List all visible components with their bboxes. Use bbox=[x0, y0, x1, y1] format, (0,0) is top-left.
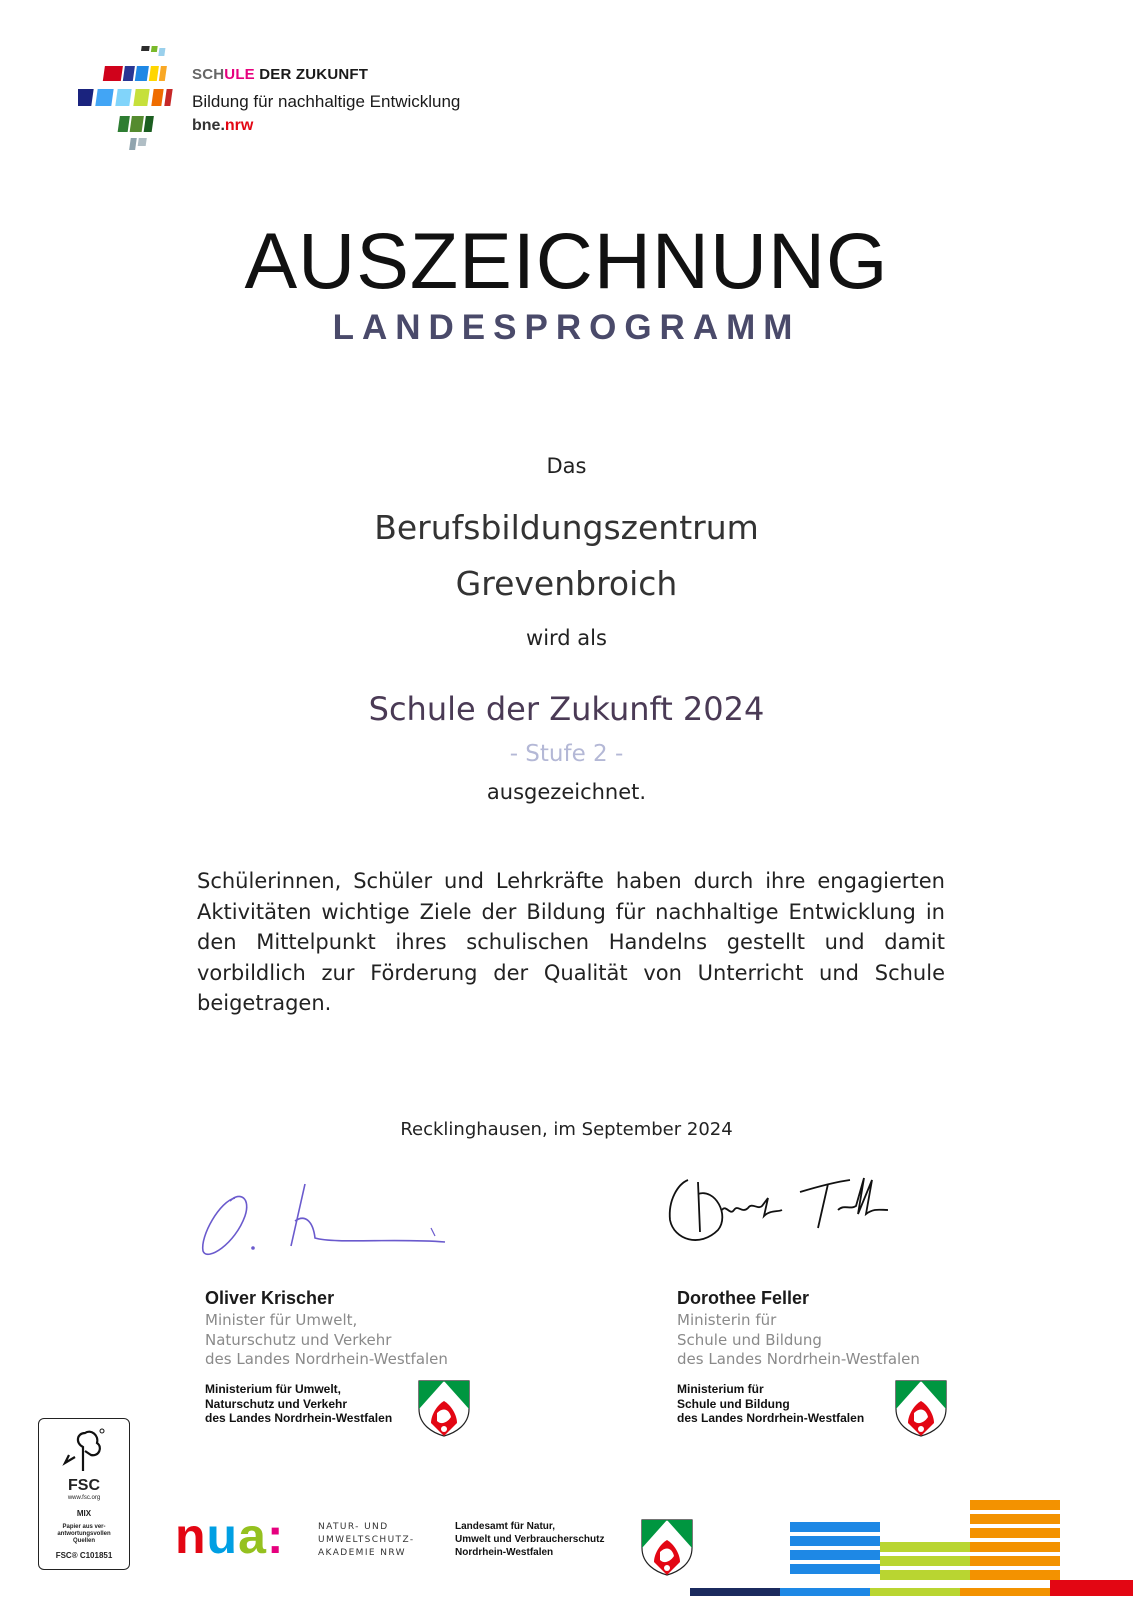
logo-url-nrw: nrw bbox=[224, 117, 254, 134]
signature-dorothee-feller bbox=[660, 1170, 960, 1260]
place-date: Recklinghausen, im September 2024 bbox=[400, 1119, 733, 1140]
ministry-label-right bbox=[677, 1382, 864, 1426]
decorative-color-stripes bbox=[690, 1500, 1133, 1600]
intro-text: Das bbox=[546, 454, 587, 478]
nua-logo bbox=[175, 1508, 285, 1564]
fsc-tree-icon bbox=[61, 1427, 107, 1475]
nua-logo-colon: : bbox=[266, 1508, 285, 1564]
logo-title-ule: ULE bbox=[224, 66, 255, 83]
nrw-coat-of-arms-icon bbox=[894, 1379, 948, 1437]
fsc-url: www.fsc.org bbox=[67, 1495, 101, 1501]
ministry-left-line3: des Landes Nordrhein-Westfalen bbox=[205, 1411, 393, 1425]
fsc-note-line2: antwortungsvollen bbox=[57, 1531, 111, 1537]
signatory-role-left-line1: Minister für Umwelt, bbox=[205, 1311, 358, 1329]
logo-url bbox=[192, 117, 253, 135]
fsc-note bbox=[39, 1524, 129, 1545]
certificate-title: AUSZEICHNUNG bbox=[244, 216, 889, 305]
ministry-label-left bbox=[205, 1382, 392, 1426]
logo-title-sch: SCH bbox=[192, 66, 225, 83]
nua-logo-n: n bbox=[175, 1508, 207, 1564]
lanuv-line1: Landesamt für Natur, bbox=[455, 1521, 556, 1532]
nua-text-line3: AKADEMIE NRW bbox=[318, 1548, 406, 1558]
nua-text-line1: NATUR- UND bbox=[318, 1522, 389, 1532]
nrw-coat-of-arms-icon bbox=[417, 1379, 471, 1437]
ministry-right-line3: des Landes Nordrhein-Westfalen bbox=[677, 1411, 865, 1425]
school-name-line2: Grevenbroich bbox=[455, 564, 678, 603]
fsc-label bbox=[38, 1418, 130, 1570]
signatory-role-left-line2: Naturschutz und Verkehr bbox=[205, 1330, 392, 1349]
schule-der-zukunft-logo-mark bbox=[78, 44, 188, 159]
logo-title-rest: DER ZUKUNFT bbox=[254, 66, 369, 83]
award-stage: - Stufe 2 - bbox=[509, 741, 624, 767]
logo-title bbox=[192, 66, 368, 83]
lanuv-line2: Umwelt und Verbraucherschutz bbox=[455, 1534, 605, 1545]
nua-text-line2: UMWELTSCHUTZ- bbox=[318, 1535, 415, 1545]
school-name bbox=[0, 500, 1133, 612]
logo-url-bne: bne. bbox=[192, 117, 225, 134]
ministry-right-line1: Ministerium für bbox=[677, 1382, 764, 1396]
signatory-name-right: Dorothee Feller bbox=[677, 1288, 810, 1308]
school-name-line1: Berufsbildungszentrum bbox=[374, 508, 759, 547]
nua-logo-u: u bbox=[206, 1508, 239, 1564]
signatory-role-left-line3: des Landes Nordrhein-Westfalen bbox=[205, 1350, 448, 1368]
nrw-coat-of-arms-icon bbox=[640, 1518, 694, 1576]
fsc-note-line1: Papier aus ver- bbox=[62, 1524, 106, 1530]
connector-text: wird als bbox=[526, 626, 607, 650]
certificate-body: Schülerinnen, Schüler und Lehrkräfte haben durch ihre engagierten Aktivitäten wichtige Ziele der Bildung für nachhaltige Entwicklung in den Mittelpunkt ihres schulischen Handelns gestellt und damit vorbildlich zur Förderung der Qualität von Unterricht und Schule beigetragen. bbox=[197, 869, 945, 1015]
signatory-role-right-line2: Schule und Bildung bbox=[677, 1330, 822, 1349]
lanuv-text bbox=[455, 1520, 604, 1559]
signatory-role-right bbox=[677, 1311, 920, 1370]
signatory-role-left bbox=[205, 1311, 448, 1370]
logo-subtitle: Bildung für nachhaltige Entwicklung bbox=[192, 92, 461, 111]
certificate-subtitle: LANDESPROGRAMM bbox=[332, 308, 801, 347]
fsc-title: FSC bbox=[68, 1477, 100, 1494]
signatory-role-right-line3: des Landes Nordrhein-Westfalen bbox=[677, 1350, 920, 1368]
ministry-left-line2: Naturschutz und Verkehr bbox=[205, 1396, 348, 1411]
nua-logo-a: a bbox=[238, 1508, 267, 1564]
fsc-mix: MIX bbox=[76, 1509, 92, 1518]
signature-oliver-krischer bbox=[195, 1176, 495, 1266]
outro-text: ausgezeichnet. bbox=[486, 780, 647, 804]
ministry-left-line1: Ministerium für Umwelt, bbox=[205, 1382, 342, 1396]
nua-text bbox=[318, 1521, 415, 1560]
lanuv-line3: Nordrhein-Westfalen bbox=[455, 1547, 554, 1558]
award-name: Schule der Zukunft 2024 bbox=[368, 690, 765, 728]
signatory-name-left: Oliver Krischer bbox=[205, 1288, 335, 1308]
fsc-code: FSC® C101851 bbox=[55, 1551, 113, 1560]
ministry-right-line2: Schule und Bildung bbox=[677, 1396, 790, 1411]
signatory-role-right-line1: Ministerin für bbox=[677, 1311, 777, 1329]
fsc-note-line3: Quellen bbox=[72, 1538, 95, 1544]
